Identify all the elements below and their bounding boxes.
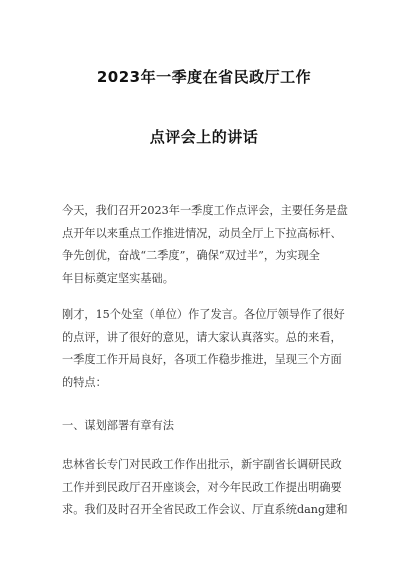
document-title-line-1: 2023年一季度在省民政厅工作 bbox=[96, 68, 312, 86]
paragraph-intro bbox=[62, 200, 350, 290]
paragraph-line: 工作并到民政厅召开座谈会，对今年民政工作提出明确要 bbox=[62, 480, 342, 494]
paragraph-line: 刚才，15个处室（单位）作了发言。各位厅领导作了很好 bbox=[62, 308, 345, 321]
section-heading-text: 一、谋划部署有章有法 bbox=[62, 419, 174, 432]
paragraph-summary bbox=[62, 304, 350, 394]
paragraph-section-1 bbox=[62, 454, 350, 522]
paragraph-line: 的点评，讲了很好的意见，请大家认真落实。总的来看， bbox=[62, 330, 342, 344]
paragraph-line: 忠林省长专门对民政工作作出批示，新宇副省长调研民政 bbox=[62, 458, 342, 471]
paragraph-line: 一季度工作开局良好，各项工作稳步推进，呈现三个方面 bbox=[62, 353, 342, 367]
paragraph-line: 争先创优，奋战“二季度”，确保“双过半”，为实现全 bbox=[62, 249, 320, 263]
section-heading-1 bbox=[62, 415, 350, 438]
document-title-line-2: 点评会上的讲话 bbox=[149, 128, 259, 146]
paragraph-line: 的特点： bbox=[62, 375, 107, 389]
paragraph-line: 今天，我们召开2023年一季度工作点评会，主要任务是盘 bbox=[62, 204, 348, 217]
paragraph-line: 年目标奠定坚实基础。 bbox=[62, 271, 174, 285]
paragraph-line: 点开年以来重点工作推进情况，动员全厅上下拉高标杆、 bbox=[62, 226, 342, 240]
paragraph-line: 求。我们及时召开全省民政工作会议、厅直系统dang建和 bbox=[62, 503, 348, 517]
